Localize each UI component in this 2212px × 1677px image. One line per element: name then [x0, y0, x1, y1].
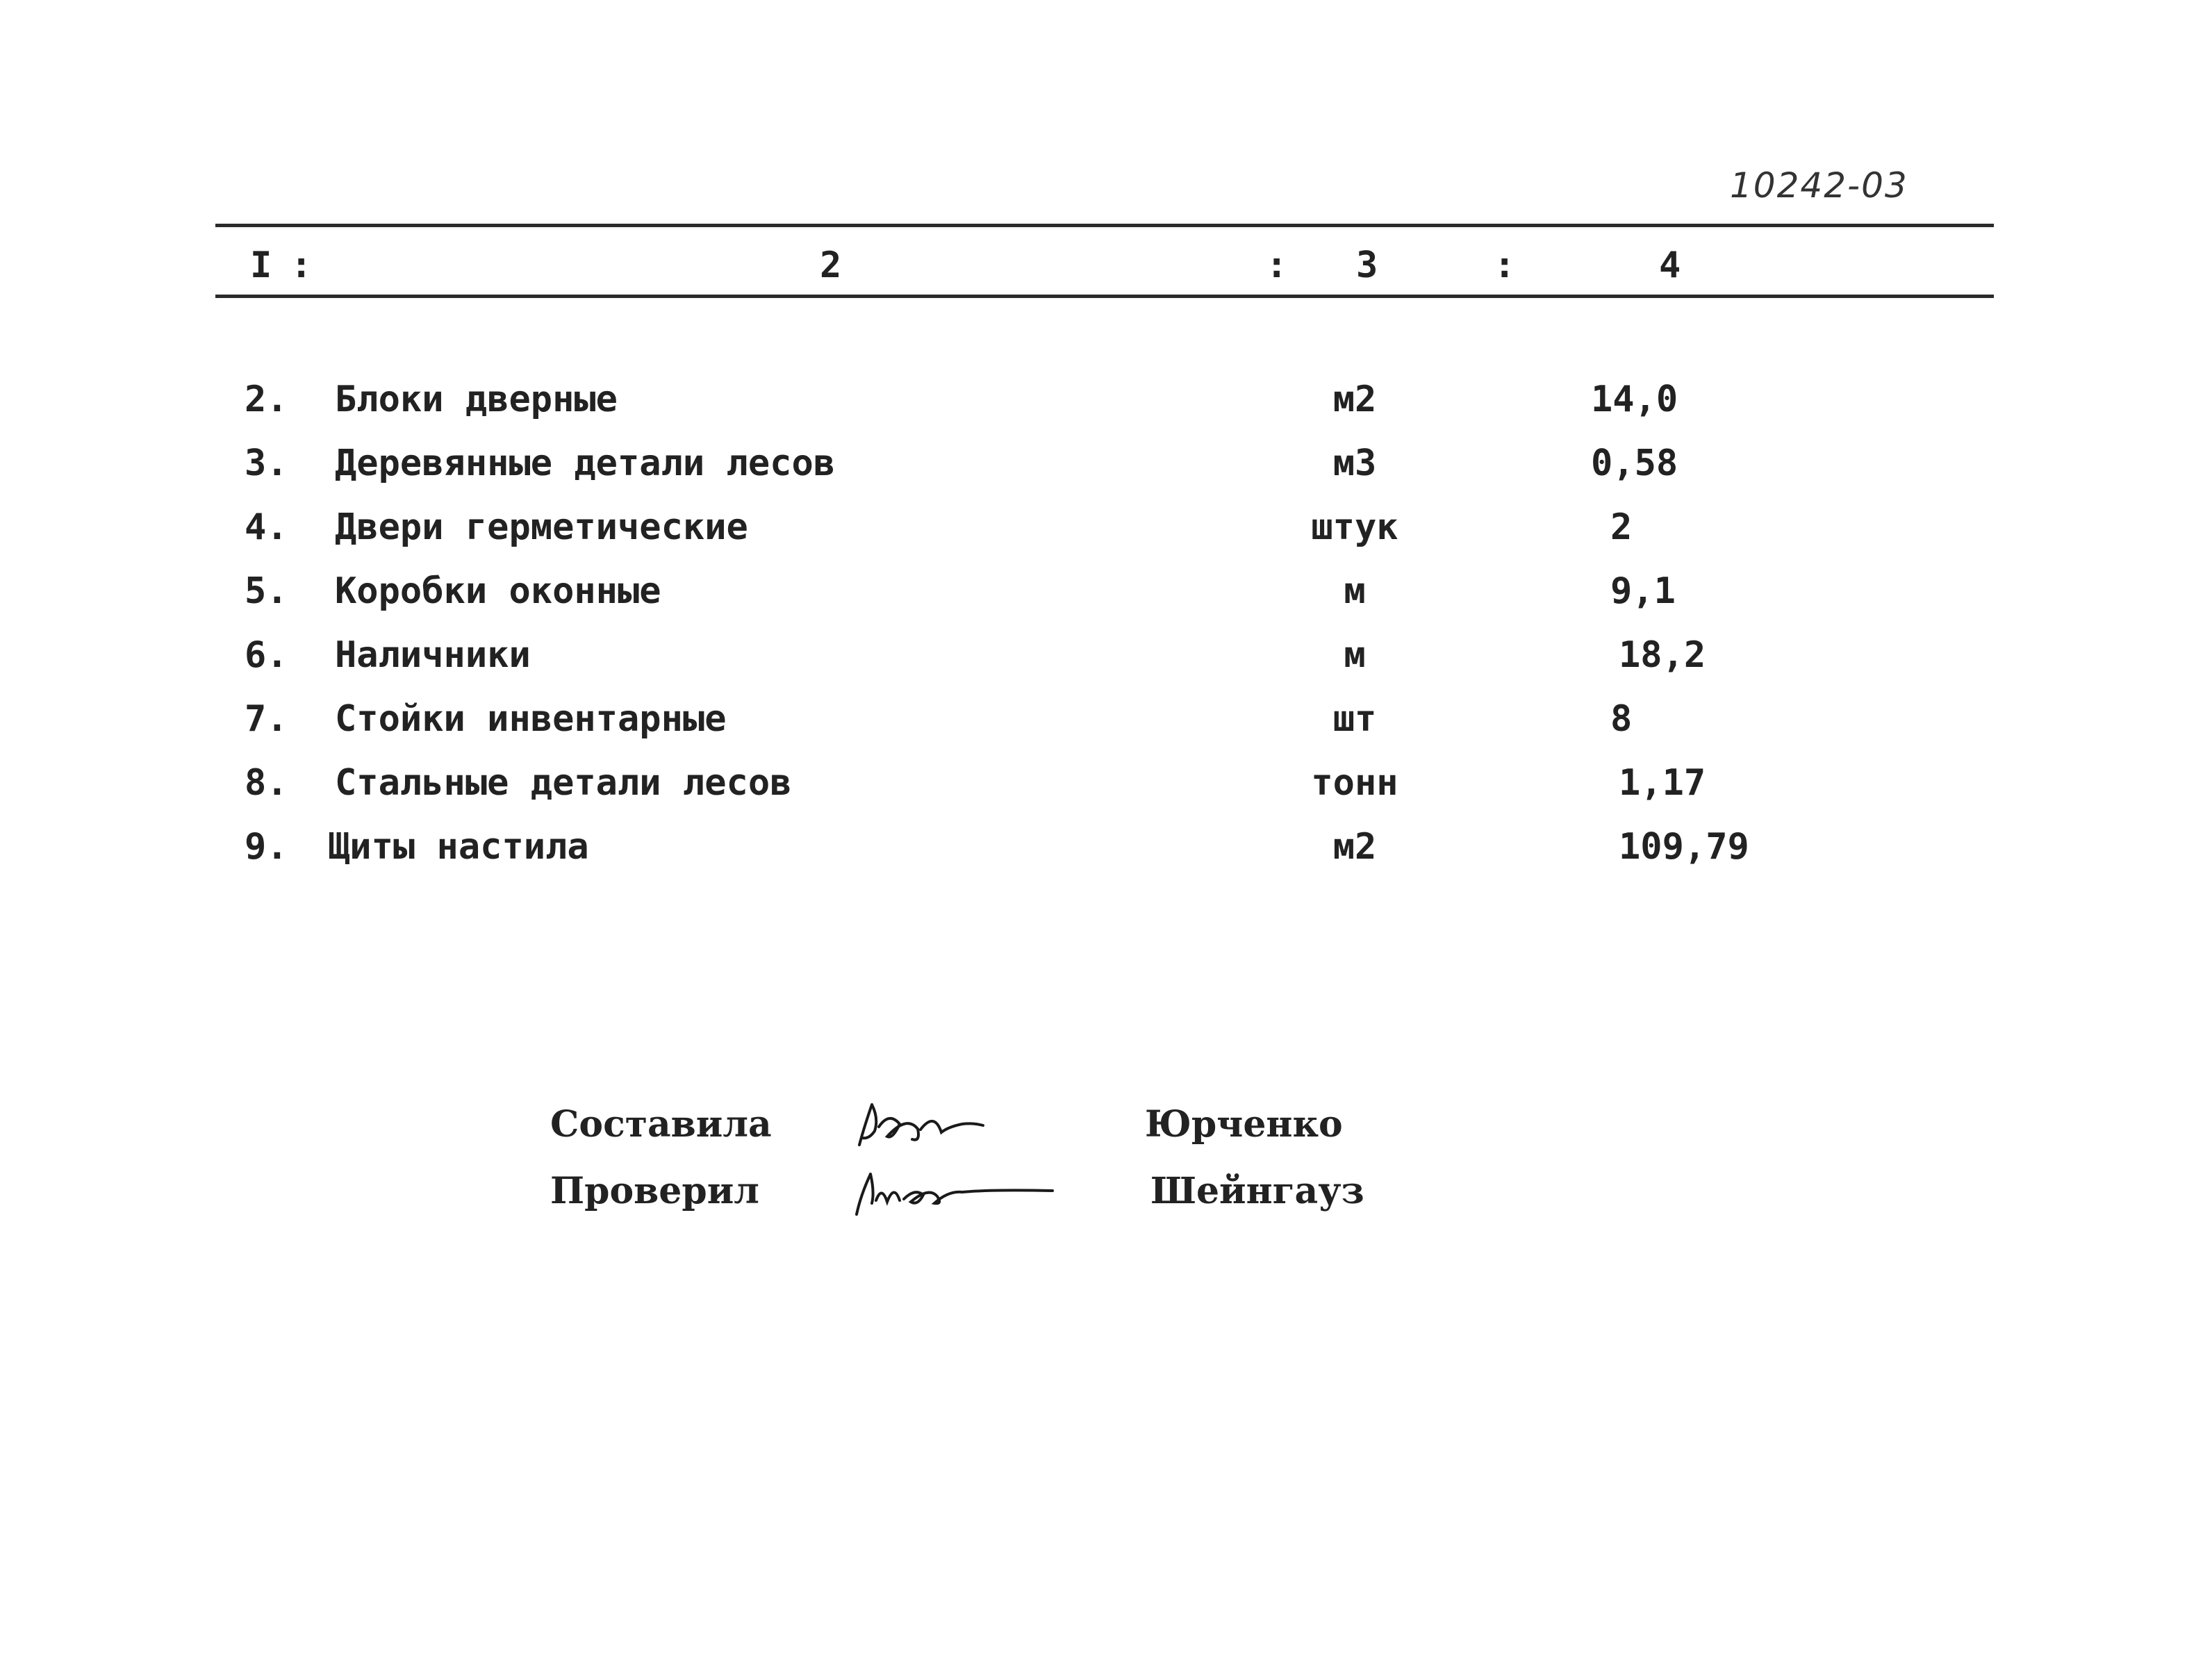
header-separator: : [1266, 245, 1288, 286]
row-name: Деревянные детали лесов [335, 443, 836, 484]
row-unit: м2 [1332, 379, 1377, 420]
checked-by-label: Проверил [550, 1170, 759, 1212]
row-number: 7. [245, 698, 288, 740]
compiled-by-label: Составила [550, 1103, 772, 1146]
header-col4: 4 [1659, 245, 1681, 286]
row-name: Стальные детали лесов [335, 762, 792, 804]
table-header-bottom-rule [215, 295, 1994, 298]
row-name: Наличники [335, 634, 531, 676]
row-number: 5. [245, 570, 288, 612]
row-quantity: 1,17 [1619, 762, 1706, 804]
row-name: Блоки дверные [335, 379, 618, 420]
row-quantity: 14,0 [1591, 379, 1678, 420]
table-row [0, 570, 2212, 634]
table-row [0, 634, 2212, 698]
table-row [0, 762, 2212, 826]
table-row [0, 506, 2212, 570]
row-number: 9. [245, 826, 288, 868]
row-quantity: 2 [1610, 506, 1633, 548]
row-number: 2. [245, 379, 288, 420]
row-number: 4. [245, 506, 288, 548]
compiled-signature-icon [851, 1091, 990, 1160]
compiled-by-name: Юрченко [1145, 1103, 1343, 1146]
document-number: 10242-03 [1730, 165, 1908, 206]
row-quantity: 0,58 [1591, 443, 1678, 484]
row-name: Коробки оконные [335, 570, 661, 612]
header-separator: : [290, 245, 313, 286]
row-number: 8. [245, 762, 288, 804]
table-row [0, 698, 2212, 762]
table-row [0, 443, 2212, 506]
row-name: Щиты настила [328, 826, 589, 868]
header-separator: : [1494, 245, 1516, 286]
checked-signature-icon [851, 1160, 1059, 1223]
table-row [0, 379, 2212, 443]
header-col2: 2 [820, 245, 842, 286]
row-number: 3. [245, 443, 288, 484]
row-name: Стойки инвентарные [335, 698, 727, 740]
row-quantity: 8 [1610, 698, 1633, 740]
row-quantity: 9,1 [1610, 570, 1676, 612]
row-unit: штук [1311, 506, 1398, 548]
row-name: Двери герметические [335, 506, 748, 548]
row-unit: м2 [1332, 826, 1377, 868]
row-quantity: 109,79 [1619, 826, 1749, 868]
row-number: 6. [245, 634, 288, 676]
table-row [0, 826, 2212, 890]
header-col1: I [250, 245, 272, 286]
checked-by-name: Шейнгауз [1150, 1170, 1364, 1212]
header-col3: 3 [1356, 245, 1378, 286]
row-unit: м [1344, 634, 1366, 676]
row-unit: м [1344, 570, 1366, 612]
row-unit: тонн [1311, 762, 1398, 804]
row-unit: шт [1332, 698, 1377, 740]
row-quantity: 18,2 [1619, 634, 1706, 676]
table-top-rule [215, 224, 1994, 227]
row-unit: м3 [1332, 443, 1377, 484]
